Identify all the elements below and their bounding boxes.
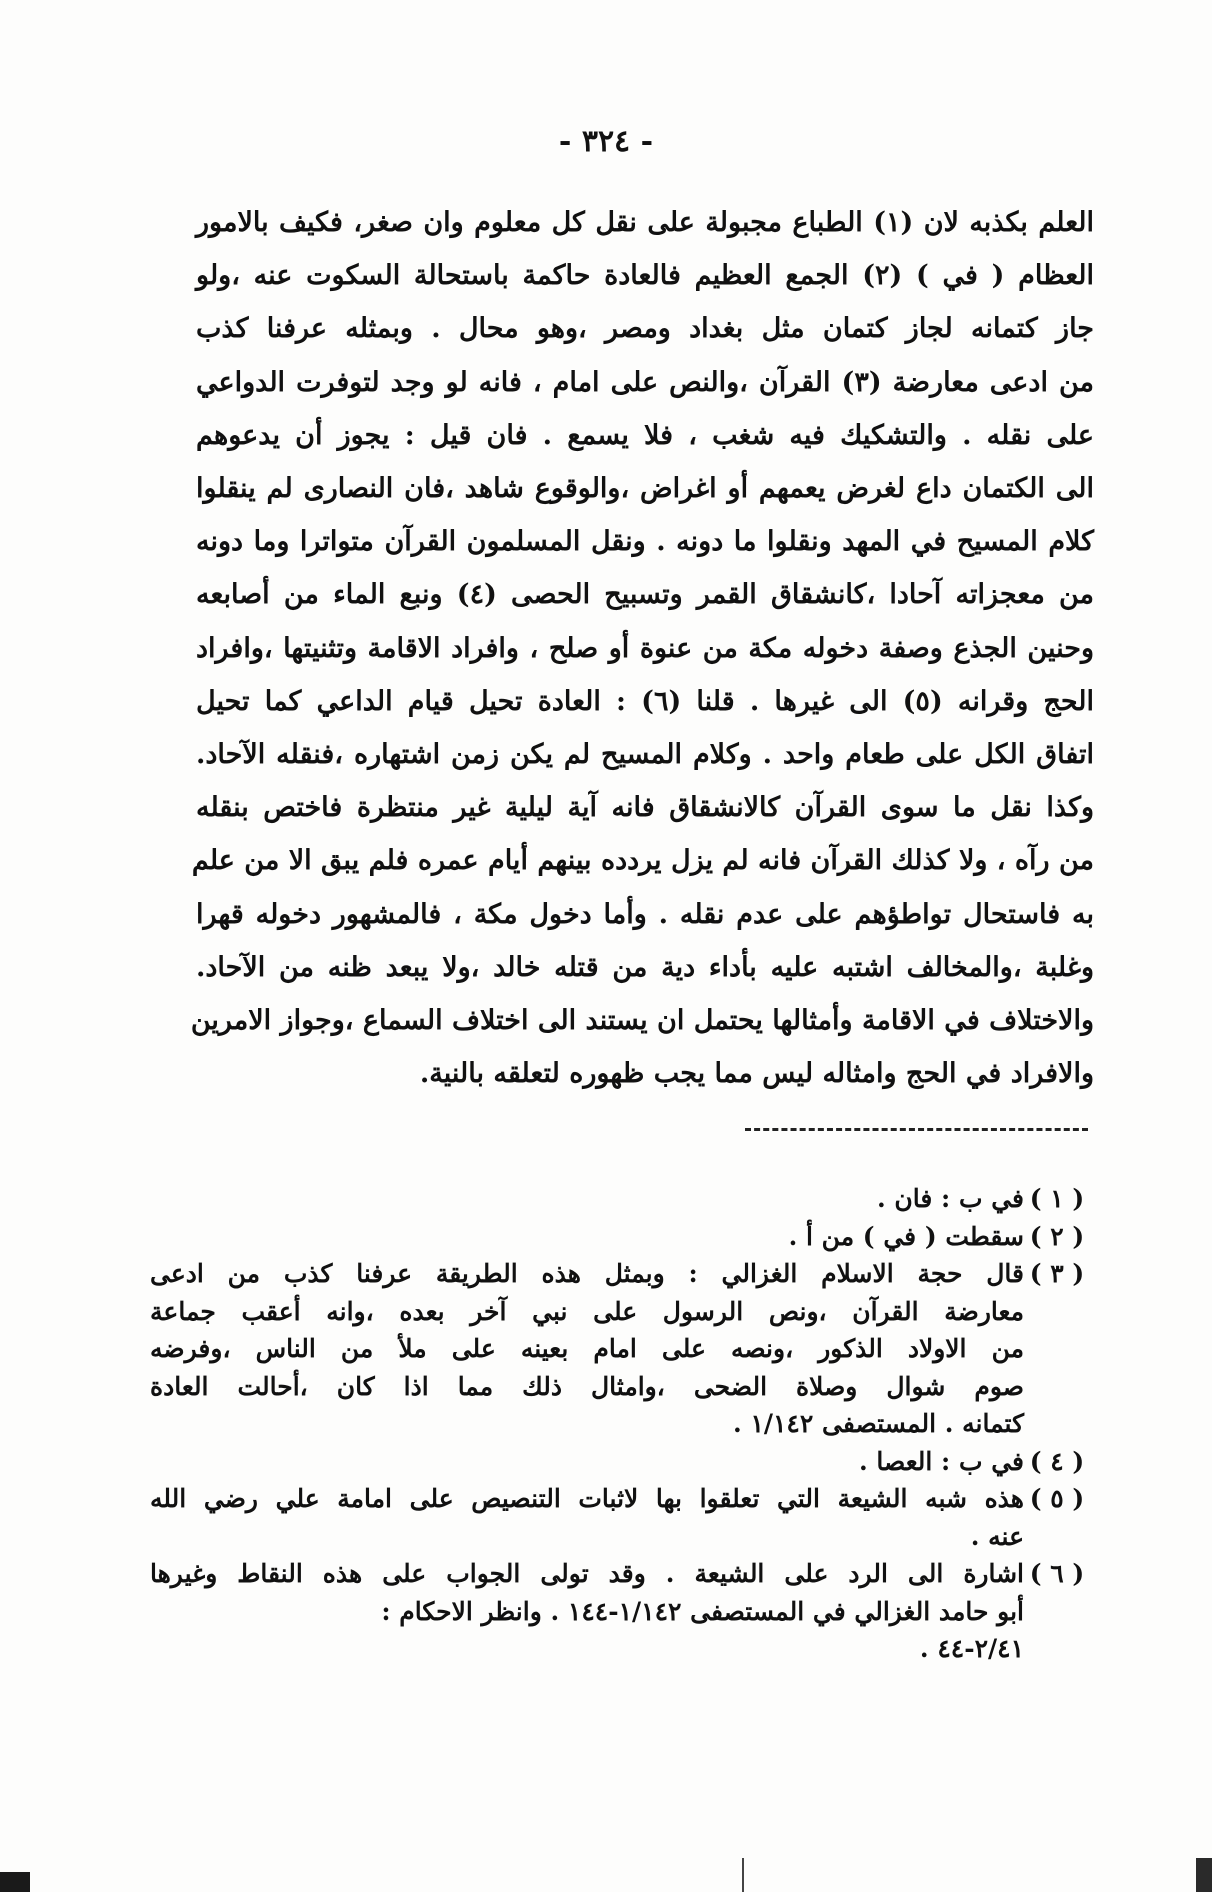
footnote-line: كتمانه . المستصفى ١/١٤٢ . — [733, 1409, 1024, 1438]
page-number: - ٣٢٤ - — [558, 124, 654, 159]
text-line: كلام المسيح في المهد ونقلوا ما دونه . ونقل المسلمون القرآن متواترا وما دونه — [196, 526, 1094, 558]
footnote-line: عنه . — [970, 1521, 1024, 1551]
footnote-line: أبو حامد الغزالي في المستصفى ١/١٤٢-١٤٤ . وانظر الاحكام : — [381, 1596, 1024, 1626]
text-line: والاختلاف في الاقامة وأمثالها يحتمل ان يستند الى اختلاف السماع ،وجواز الامرين — [190, 1005, 1094, 1037]
footnote-number: ( ٢ ) — [1029, 1221, 1085, 1251]
footnote-text — [150, 1180, 1024, 1218]
footnotes — [150, 1180, 1090, 1668]
footnote-separator — [745, 1128, 1088, 1131]
text-line: اتفاق الكل على طعام واحد . وكلام المسيح لم يكن زمن اشتهاره ،فنقله الآحاد. — [196, 739, 1094, 771]
footnote — [150, 1555, 1090, 1668]
text-line: والافراد في الحج وامثاله ليس مما يجب ظهوره لتعلقه بالنية. — [419, 1058, 1094, 1090]
main-text — [190, 196, 1095, 1100]
text-line: العلم بكذبه لان (١) الطباع مجبولة على نقل كل معلوم وان صغر، فكيف بالامور — [196, 207, 1094, 238]
text-line: الى الكتمان داع لغرض يعمهم أو اغراض ،والوقوع شاهد ،فان النصارى لم ينقلوا — [196, 473, 1094, 505]
footnote-text — [150, 1555, 1024, 1668]
footnote-line: هذه شبه الشيعة التي تعلقوا بها لاثبات التنصيص على امامة علي رضي الله — [150, 1484, 1024, 1513]
text-line: على نقله . والتشكيك فيه شغب ، فلا يسمع . فان قيل : يجوز أن يدعوهم — [196, 419, 1094, 451]
footnote-number: ( ١ ) — [1029, 1184, 1085, 1213]
footnote-line: في ب : العصا . — [859, 1446, 1024, 1476]
footnote-line: معارضة القرآن ،ونص الرسول على نبي آخر بعده ،وانه أعقب جماعة — [150, 1296, 1024, 1326]
footnote-text — [150, 1443, 1024, 1481]
footnote-line: ٢/٤١-٤٤ . — [919, 1634, 1024, 1663]
footnote-text — [150, 1255, 1024, 1443]
text-line: من ادعى معارضة (٣) القرآن ،والنص على امام ، فانه لو وجد لتوفرت الدواعي — [196, 366, 1094, 398]
footnote-number: ( ٥ ) — [1029, 1484, 1085, 1513]
footnote-line: في ب : فان . — [877, 1184, 1024, 1213]
text-line: جاز كتمانه لجاز كتمان مثل بغداد ومصر ،وهو محال . وبمثله عرفنا كذب — [196, 313, 1094, 345]
text-line: الحج وقرانه (٥) الى غيرها . قلنا (٦) : العادة تحيل قيام الداعي كما تحيل — [196, 685, 1094, 717]
footnote-line: سقطت ( في ) من أ . — [788, 1221, 1024, 1251]
text-line: وحنين الجذع وصفة دخوله مكة من عنوة أو صلح ، وافراد الاقامة وتثنيتها ،وافراد — [196, 632, 1094, 664]
text-line: من رآه ، ولا كذلك القرآن فانه لم يزل يردده بينهم أيام عمره فلم يبق الا من علم — [191, 845, 1094, 877]
footnote-text — [150, 1480, 1024, 1555]
footnote — [150, 1443, 1090, 1481]
footnote-line: من الاولاد الذكور ،ونصه على امام بعينه على ملأ من الناس ،وفرضه — [150, 1334, 1024, 1363]
footnote — [150, 1255, 1090, 1443]
text-line: وغلبة ،والمخالف اشتبه عليه بأداء دية من قتله خالد ،ولا يبعد ظنه من الآحاد. — [196, 951, 1094, 983]
scan-crease-mark — [742, 1858, 744, 1892]
footnote — [150, 1480, 1090, 1555]
scan-edge-mark — [0, 1872, 30, 1892]
footnote-line: اشارة الى الرد على الشيعة . وقد تولى الجواب على هذه النقاط وغيرها — [150, 1559, 1024, 1588]
footnote — [150, 1180, 1090, 1218]
text-line: العظام ( في ) (٢) الجمع العظيم فالعادة حاكمة باستحالة السكوت عنه ،ولو — [196, 260, 1094, 292]
scan-edge-mark — [1196, 1858, 1212, 1892]
text-line: وكذا نقل ما سوى القرآن كالانشقاق فانه آية ليلية غير منتظرة فاختص بنقله — [196, 792, 1094, 824]
footnote-line: قال حجة الاسلام الغزالي : وبمثل هذه الطريقة عرفنا كذب من ادعى — [150, 1259, 1024, 1288]
text-line: به فاستحال تواطؤهم على عدم نقله . وأما دخول مكة ، فالمشهور دخوله قهرا — [196, 898, 1094, 930]
footnote-number: ( ٤ ) — [1029, 1446, 1085, 1476]
footnote-text — [150, 1218, 1024, 1256]
footnote-line: صوم شوال وصلاة الضحى ،وامثال ذلك مما اذا كان ،أحالت العادة — [150, 1371, 1024, 1401]
footnote — [150, 1218, 1090, 1256]
footnote-number: ( ٣ ) — [1029, 1259, 1085, 1288]
footnote-number: ( ٦ ) — [1029, 1559, 1085, 1588]
text-line: من معجزاته آحادا ،كانشقاق القمر وتسبيح الحصى (٤) ونبع الماء من أصابعه — [196, 579, 1095, 611]
